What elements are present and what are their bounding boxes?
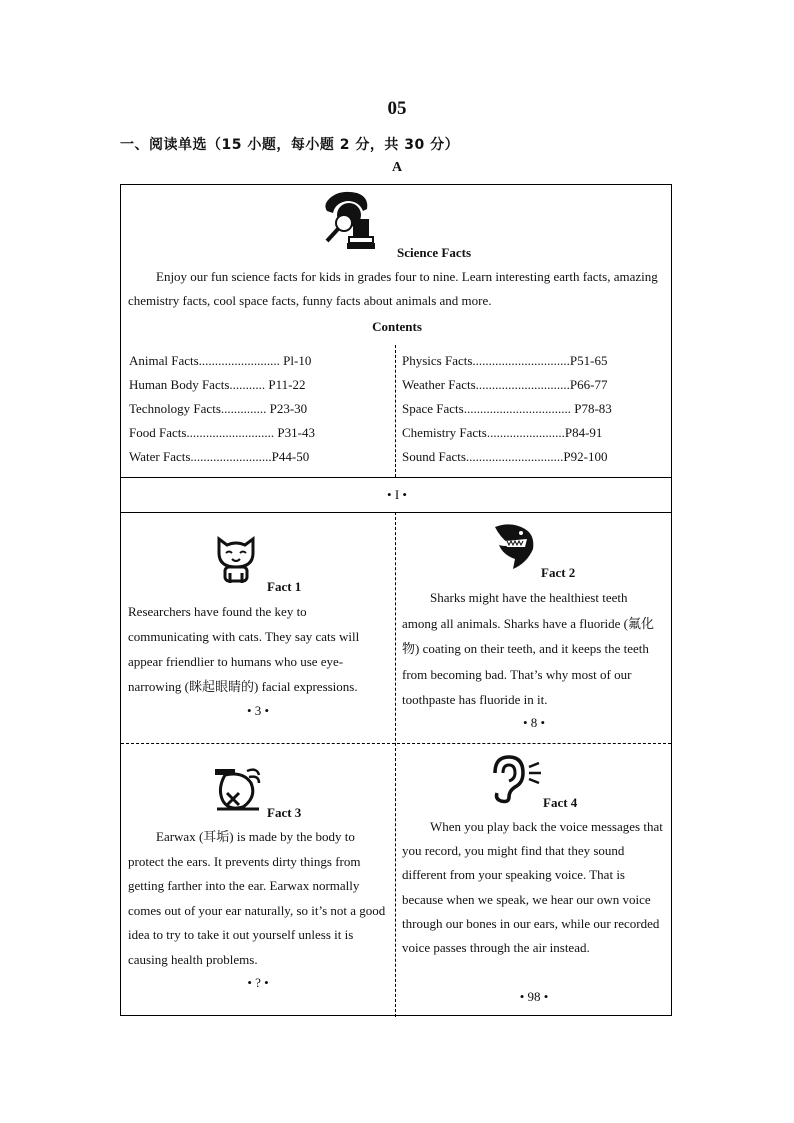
page-marker: • I • bbox=[387, 487, 407, 502]
fact-1-title: Fact 1 bbox=[267, 579, 302, 594]
toc-left-item: Animal Facts......................... Pl-10 bbox=[129, 353, 312, 368]
reading-passage-box bbox=[120, 184, 672, 1016]
toc-left-item: Technology Facts.............. P23-30 bbox=[129, 401, 308, 416]
fact-2-title: Fact 2 bbox=[541, 565, 576, 580]
intro-text: Enjoy our fun science facts for kids in grades four to nine. Learn interesting earth facts, amazing chemistry facts, cool space facts, funny facts about animals and more. bbox=[128, 269, 658, 308]
shark-icon bbox=[491, 519, 539, 573]
fact-4-title: Fact 4 bbox=[543, 795, 578, 810]
earwax-cartoon-icon bbox=[213, 765, 263, 813]
fact-3-page: • ? • bbox=[247, 975, 269, 990]
fact-4-text: When you play back the voice messages that you record, you might find that they sound different from your speaking voice. That is because when we speak, we hear our own voice through our bones in our ears, while our recorded voice passes through the air instead. bbox=[402, 819, 663, 956]
toc-right-item: Weather Facts.............................P66-77 bbox=[402, 377, 608, 392]
fact-1-text: Researchers have found the key to communicating with cats. They say cats will appear friendlier to humans who use eye-narrowing (眯起眼睛的) facial expressions. bbox=[128, 604, 360, 694]
fact-2-text: Sharks might have the healthiest teeth among all animals. Sharks have a fluoride (氟化物) coating on their teeth, and it keeps the teeth from becoming bad. That’s why most of our toothpaste has fluoride in it. bbox=[402, 590, 654, 707]
toc-left-item: Food Facts........................... P31-43 bbox=[129, 425, 315, 440]
scientist-magnifier-icon bbox=[319, 189, 375, 251]
ear-sound-icon bbox=[487, 753, 543, 805]
toc-right-item: Sound Facts..............................P92-100 bbox=[402, 449, 608, 464]
contents-title: Contents bbox=[372, 319, 422, 334]
page-number: 05 bbox=[387, 98, 407, 119]
fact-4-page: • 98 • bbox=[519, 989, 549, 1004]
facts-column-divider bbox=[395, 512, 396, 1017]
divider-contents bbox=[121, 477, 671, 478]
toc-right-item: Space Facts................................. P78-83 bbox=[402, 401, 612, 416]
divider-facts bbox=[121, 512, 671, 513]
contents-column-divider bbox=[395, 345, 396, 477]
fact-3-title: Fact 3 bbox=[267, 805, 302, 820]
fact-1-page: • 3 • bbox=[246, 703, 270, 718]
cat-icon bbox=[213, 533, 259, 585]
toc-left-item: Human Body Facts........... P11-22 bbox=[129, 377, 306, 392]
divider-facts-middle bbox=[121, 743, 671, 744]
intro-title: Science Facts bbox=[397, 245, 472, 260]
section-heading: 一、阅读单选（15 小题，每小题 2 分，共 30 分） bbox=[120, 137, 460, 153]
fact-3-text: Earwax (耳垢) is made by the body to protect the ears. It prevents dirty things from getting farther into the ear. Earwax normally comes out of your ear naturally, so it’s not a good idea to try to take it out yourself unless it is causing health problems. bbox=[128, 829, 386, 967]
toc-left-item: Water Facts.........................P44-50 bbox=[129, 449, 310, 464]
toc-right-item: Chemistry Facts........................P84-91 bbox=[402, 425, 603, 440]
fact-2-page: • 8 • bbox=[522, 715, 546, 730]
toc-right-item: Physics Facts..............................P51-65 bbox=[402, 353, 608, 368]
passage-letter: A bbox=[391, 160, 403, 175]
